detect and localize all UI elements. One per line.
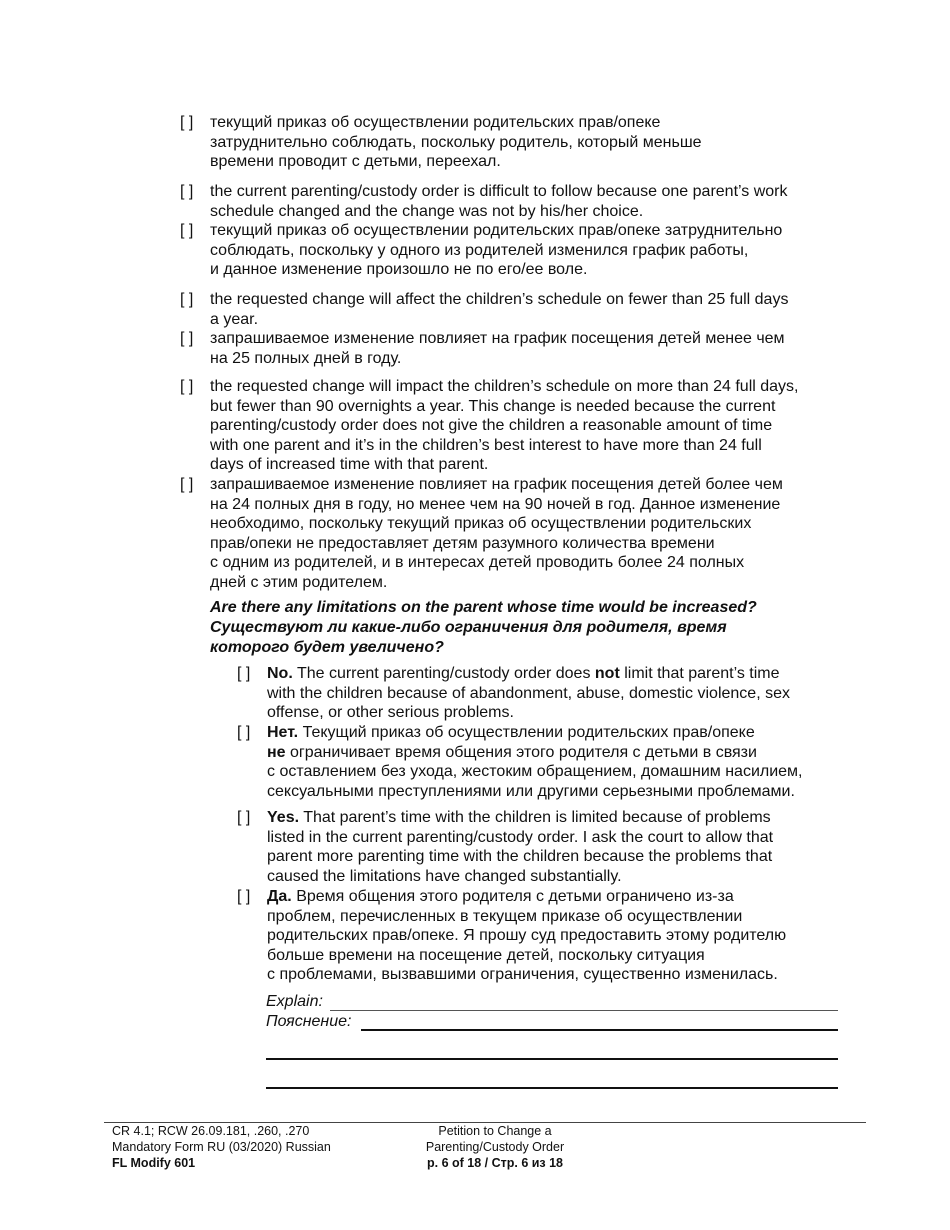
limitations-question: Are there any limitations on the parent whose time would be increased? Существуют ли какие-либо ограничения для родителя, время которого будет увеличено?	[210, 599, 757, 656]
option-text: текущий приказ об осуществлении родительских прав/опеке затруднительно соблюдать, поскольку родитель, который меньше времени проводит с детьми, переехал.	[210, 114, 702, 171]
more-than-24-option-en	[180, 377, 850, 475]
work-schedule-option-en	[180, 182, 850, 221]
option-text-part: Текущий приказ об осуществлении родительских прав/опеке	[302, 724, 755, 741]
checkbox[interactable]: [ ]	[237, 888, 251, 905]
option-emphasis: not	[594, 665, 620, 682]
option-text: запрашиваемое изменение повлияет на график посещения детей более чем на 24 полных дня в году, но менее чем на 90 ночей в год. Данное изменение необходимо, поскольку текущий приказ об осуществлении родительских прав/опеки не предоставляет детям разумного количества времени с одним из родителей, и в интересах детей проводить более 24 полных дней с этим родителем.	[210, 476, 783, 591]
option-text-part: The current parenting/custody order does	[292, 665, 595, 682]
checkbox[interactable]: [ ]	[237, 809, 251, 826]
option-text	[267, 887, 852, 985]
explain-label-en: Explain:	[266, 993, 323, 1010]
option-text-part: limit that parent’s time with the children because of abandonment, abuse, domestic violence, sex offense, or other serious problems.	[267, 665, 790, 722]
yes-option-ru	[237, 887, 852, 985]
moved-option-ru	[180, 113, 850, 172]
checkbox[interactable]: [ ]	[180, 183, 194, 200]
fewer-than-25-option-ru	[180, 329, 850, 368]
page-number: p. 6 of 18 / Стр. 6 из 18	[426, 1156, 564, 1170]
checkbox[interactable]: [ ]	[180, 291, 194, 308]
option-text	[267, 723, 852, 801]
option-text-part: ограничивает время общения этого родителя с детьми в связи с оставлением без ухода, жестоким обращением, домашним насилием, сексуальными преступлениями или другими серьезными проблемами.	[267, 743, 803, 800]
option-text: the requested change will affect the children’s schedule on fewer than 25 full days a year.	[210, 291, 789, 328]
footer-center	[395, 1123, 595, 1171]
checkbox[interactable]: [ ]	[180, 114, 194, 131]
explain-line[interactable]	[330, 1010, 838, 1011]
option-text	[267, 808, 852, 886]
option-label: Нет.	[267, 724, 299, 741]
option-text-part: Время общения этого родителя с детьми ограничено из-за проблем, перечисленных в текущем приказе об осуществлении родительских прав/опеке. Я прошу суд предоставить этому родителю больше времени на посещение детей, поскольку ситуация с проблемами, вызвавшими ограничения, существенно изменилась.	[267, 888, 787, 984]
option-label: Да.	[267, 888, 292, 905]
footer-form-version: Mandatory Form RU (03/2020) Russian	[112, 1140, 331, 1154]
option-label: No.	[267, 665, 293, 682]
fewer-than-25-option-en	[180, 290, 850, 329]
option-text: the requested change will impact the children’s schedule on more than 24 full days, but fewer than 90 overnights a year. This change is needed because the current parenting/custody order does not give the children a reasonable amount of time with one parent and it’s in the children’s best interest to have more than 24 full days of increased time with that parent.	[210, 378, 799, 474]
option-text: запрашиваемое изменение повлияет на график посещения детей менее чем на 25 полных дней в году.	[210, 330, 785, 367]
footer-form-id: FL Modify 601	[112, 1156, 196, 1170]
option-emphasis: не	[267, 743, 286, 761]
footer-left	[112, 1123, 331, 1171]
checkbox[interactable]: [ ]	[237, 665, 251, 682]
footer-title-line2: Parenting/Custody Order	[425, 1140, 565, 1154]
option-text: the current parenting/custody order is difficult to follow because one parent’s work schedule changed and the change was not by his/her choice.	[210, 183, 788, 220]
checkbox[interactable]: [ ]	[180, 330, 194, 347]
option-text	[267, 664, 852, 723]
yes-option-en	[237, 808, 852, 886]
explain-line[interactable]	[266, 1058, 838, 1060]
checkbox[interactable]: [ ]	[180, 476, 194, 493]
checkbox[interactable]: [ ]	[180, 222, 194, 239]
checkbox[interactable]: [ ]	[180, 378, 194, 395]
option-label: Yes.	[267, 809, 300, 826]
option-text: текущий приказ об осуществлении родительских прав/опеке затруднительно соблюдать, поскольку у одного из родителей изменился график работы, и данное изменение произошло не по его/ее воле.	[210, 222, 783, 279]
more-than-24-option-ru	[180, 475, 850, 593]
no-option-en	[237, 664, 852, 723]
explain-line[interactable]	[361, 1029, 838, 1031]
work-schedule-option-ru	[180, 221, 850, 280]
no-option-ru	[237, 723, 852, 801]
footer-citation: CR 4.1; RCW 26.09.181, .260, .270	[112, 1124, 310, 1138]
option-text-part: That parent’s time with the children is limited because of problems listed in the current parenting/custody order. I ask the court to allow that parent more parenting time with the children because the problems that caused the limitations have changed substantially.	[267, 809, 774, 885]
explain-line[interactable]	[266, 1087, 838, 1089]
checkbox[interactable]: [ ]	[237, 724, 251, 741]
explain-label-ru: Пояснение:	[266, 1013, 352, 1030]
footer-title-line1: Petition to Change a	[438, 1124, 552, 1138]
